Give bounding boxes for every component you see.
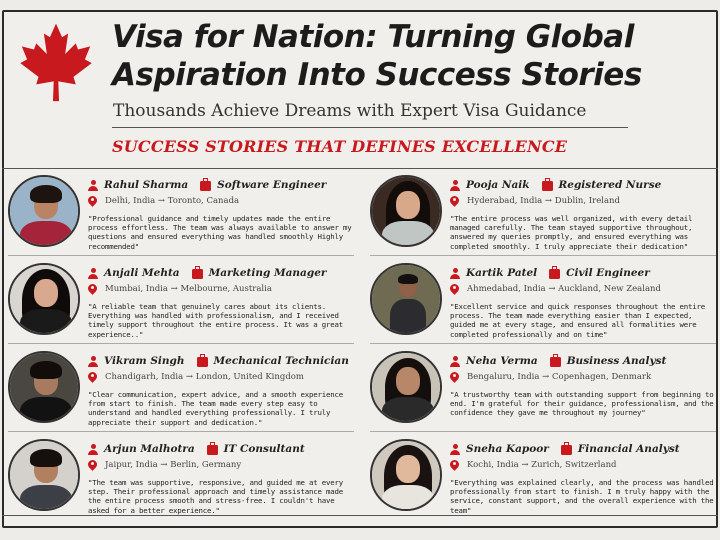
- story-role: Marketing Manager: [208, 267, 327, 279]
- avatar: [370, 263, 442, 335]
- row-divider: [370, 255, 716, 256]
- avatar: [370, 175, 442, 247]
- story-role: Software Engineer: [217, 179, 327, 191]
- story-name: Sneha Kapoor: [466, 443, 549, 455]
- story-quote: "Everything was explained clearly, and the process was handled professionally from start to finish. I m truly happy with the service, constant support, and the overall experience with the team": [450, 478, 714, 515]
- story-role: Mechanical Technician: [213, 355, 349, 367]
- story-card: [364, 345, 720, 432]
- story-card: [2, 169, 360, 256]
- briefcase-icon: [542, 181, 553, 191]
- briefcase-icon: [197, 357, 208, 367]
- briefcase-icon: [549, 269, 560, 279]
- briefcase-icon: [561, 445, 572, 455]
- location-pin-icon: [450, 372, 459, 382]
- briefcase-icon: [192, 269, 203, 279]
- story-route: Hyderabad, India → Dublin, Ireland: [467, 195, 620, 206]
- header-divider: [112, 127, 628, 128]
- row-divider: [8, 343, 354, 344]
- story-route: Bengaluru, India → Copenhagen, Denmark: [467, 371, 652, 382]
- story-quote: "A reliable team that genuinely cares about its clients. Everything was handled with professionalism, and I received timely support throughout the entire process. It was a great experience..": [88, 302, 343, 339]
- story-name: Pooja Naik: [466, 179, 530, 191]
- location-pin-icon: [450, 284, 459, 294]
- avatar: [370, 439, 442, 511]
- story-route: Delhi, India → Toronto, Canada: [105, 195, 240, 206]
- location-pin-icon: [88, 372, 97, 382]
- story-card: [2, 345, 360, 432]
- person-icon: [88, 356, 98, 367]
- story-name: Arjun Malhotra: [104, 443, 195, 455]
- person-icon: [450, 268, 460, 279]
- story-name: Vikram Singh: [104, 355, 185, 367]
- briefcase-icon: [550, 357, 561, 367]
- story-role: Civil Engineer: [566, 267, 650, 279]
- person-icon: [450, 180, 460, 191]
- story-quote: "Excellent service and quick responses throughout the entire process. The team made everything easier than I expected, guided me at every stage, and ensured all formalities were completed professionally and on time": [450, 302, 705, 339]
- story-route: Ahmedabad, India → Auckland, New Zealand: [467, 283, 661, 294]
- story-route: Kochi, India → Zurich, Switzerland: [467, 459, 617, 470]
- story-name: Anjali Mehta: [104, 267, 180, 279]
- maple-leaf-icon: [18, 22, 94, 102]
- avatar: [8, 263, 80, 335]
- section-title: SUCCESS STORIES THAT DEFINES EXCELLENCE: [112, 137, 568, 156]
- briefcase-icon: [200, 181, 211, 191]
- story-quote: "The team was supportive, responsive, and guided me at every step. Their professional approach and timely assistance made the entire process smooth and stress-free. I couldn't have asked for a better experience.": [88, 478, 343, 515]
- stories-grid: [2, 168, 718, 516]
- avatar: [370, 351, 442, 423]
- story-card: [364, 433, 720, 520]
- story-quote: "Clear communication, expert advice, and a smooth experience from start to finish. The team made every step easy to understand and handled everything professionally. I truly appreciate their support and dedication.": [88, 390, 343, 427]
- story-name: Neha Verma: [466, 355, 538, 367]
- person-icon: [450, 444, 460, 455]
- avatar: [8, 175, 80, 247]
- story-route: Chandigarh, India → London, United Kingdom: [105, 371, 304, 382]
- story-name: Kartik Patel: [466, 267, 538, 279]
- briefcase-icon: [207, 445, 218, 455]
- story-card: [2, 433, 360, 520]
- story-quote: "Professional guidance and timely updates made the entire process effortless. The team was always available to answer my questions and ensured everything was handled smoothly Highly recommended": [88, 214, 352, 251]
- page-subtitle: Thousands Achieve Dreams with Expert Visa Guidance: [113, 101, 587, 121]
- story-quote: "The entire process was well organized, with every detail managed carefully. The team stayed supportive throughout, answered my queries promptly, and ensured everything was completed smoothly. I truly appreciate their dedication": [450, 214, 693, 251]
- person-icon: [88, 268, 98, 279]
- story-role: IT Consultant: [223, 443, 305, 455]
- location-pin-icon: [450, 196, 459, 206]
- story-route: Mumbai, India → Melbourne, Australia: [105, 283, 272, 294]
- story-role: Registered Nurse: [558, 179, 662, 191]
- person-icon: [88, 180, 98, 191]
- story-name: Rahul Sharma: [104, 179, 189, 191]
- location-pin-icon: [450, 460, 459, 470]
- person-icon: [450, 356, 460, 367]
- story-card: [364, 257, 720, 344]
- avatar: [8, 439, 80, 511]
- location-pin-icon: [88, 284, 97, 294]
- row-divider: [8, 255, 354, 256]
- story-card: [364, 169, 720, 256]
- page-title: Visa for Nation: Turning Global Aspiration Into Success Stories: [112, 19, 642, 93]
- row-divider: [8, 431, 354, 432]
- location-pin-icon: [88, 196, 97, 206]
- story-quote: "A trustworthy team with outstanding support from beginning to end. I'm grateful for their guidance, professionalism, and the confidence they gave me throughout my journey": [450, 390, 714, 418]
- story-route: Jaipur, India → Berlin, Germany: [105, 459, 242, 470]
- person-icon: [88, 444, 98, 455]
- story-role: Business Analyst: [566, 355, 667, 367]
- location-pin-icon: [88, 460, 97, 470]
- avatar: [8, 351, 80, 423]
- row-divider: [370, 343, 716, 344]
- story-card: [2, 257, 360, 344]
- row-divider: [370, 431, 716, 432]
- story-role: Financial Analyst: [577, 443, 680, 455]
